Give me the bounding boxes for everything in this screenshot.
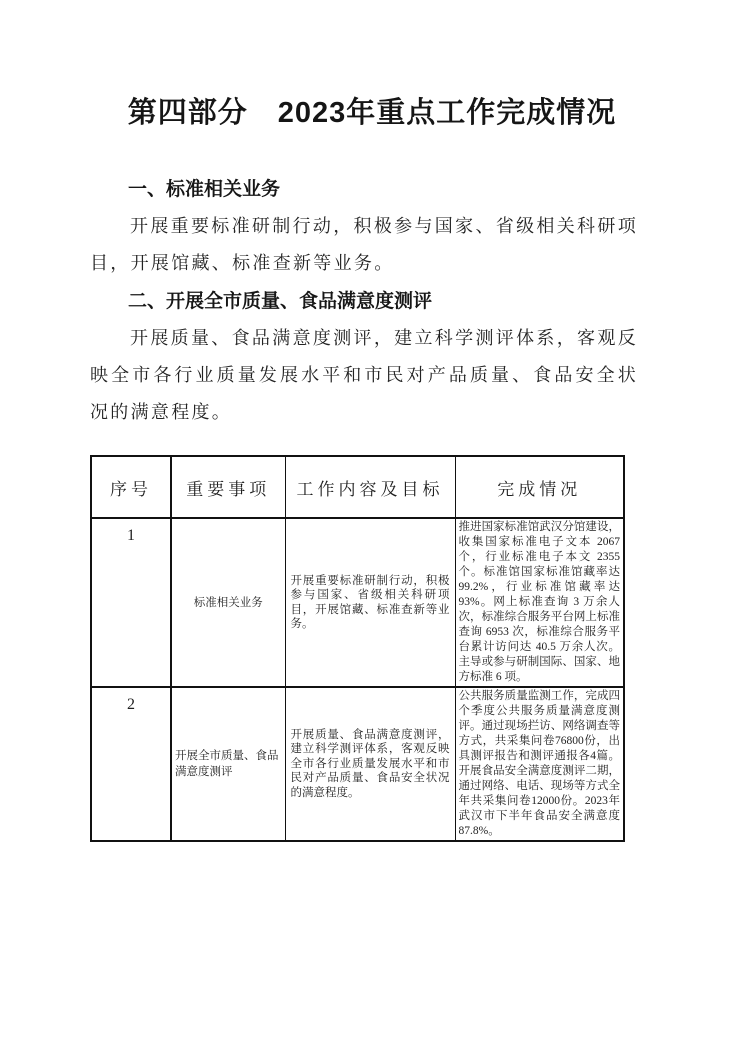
table-row <box>91 518 624 687</box>
section-heading-2: 二、开展全市质量、食品满意度测评 <box>128 291 433 312</box>
document-body <box>90 176 638 431</box>
cell-important-item: 开展全市质量、食品满意度测评 <box>171 687 285 841</box>
section-paragraph-1: 开展重要标准研制行动，积极参与国家、省级相关科研项目，开展馆藏、标准查新等业务。 <box>90 216 638 273</box>
cell-completion-status: 推进国家标准馆武汉分馆建设，收集国家标准电子文本 2067 个，行业标准电子本文 2355 个。标准馆国家标准馆藏率达 99.2%，行业标准馆藏率达 93%。网上标准查询 3 万余人次，标准综合服务平台网上标准查询 6953 次，标准综合服务平台累计访问达 40.5 万余人次。主导或参与研制国际、国家、地方标准 6 项。 <box>455 518 624 687</box>
table-header-row <box>91 456 624 518</box>
table-header-item: 重要事项 <box>171 456 285 518</box>
table-row <box>91 687 624 841</box>
table-header-completion: 完成情况 <box>455 456 624 518</box>
section-heading-1: 一、标准相关业务 <box>128 179 281 200</box>
cell-row-index: 1 <box>91 518 171 687</box>
cell-work-content: 开展重要标准研制行动，积极参与国家、省级相关科研项目，开展馆藏、标准查新等业务。 <box>285 518 455 687</box>
cell-completion-status: 公共服务质量监测工作，完成四个季度公共服务质量满意度测评。通过现场拦访、网络调查等方式，共采集问卷76800份，出具测评报告和测评通报各4篇。开展食品安全满意度测评二期，通过网络、电话、现场等方式全年共采集问卷12000份。2023年武汉市下半年食品安全满意度87.8%。 <box>455 687 624 841</box>
section-paragraph-2: 开展质量、食品满意度测评，建立科学测评体系，客观反映全市各行业质量发展水平和市民对产品质量、食品安全状况的满意程度。 <box>90 328 638 422</box>
table-header-content: 工作内容及目标 <box>285 456 455 518</box>
page-title: 第四部分 2023年重点工作完成情况 <box>127 97 617 129</box>
cell-work-content: 开展质量、食品满意度测评，建立科学测评体系，客观反映全市各行业质量发展水平和市民对产品质量、食品安全状况的满意程度。 <box>285 687 455 841</box>
cell-important-item: 标准相关业务 <box>171 518 285 687</box>
table-header-index: 序号 <box>91 456 171 518</box>
cell-row-index: 2 <box>91 687 171 841</box>
work-completion-table <box>90 455 625 842</box>
